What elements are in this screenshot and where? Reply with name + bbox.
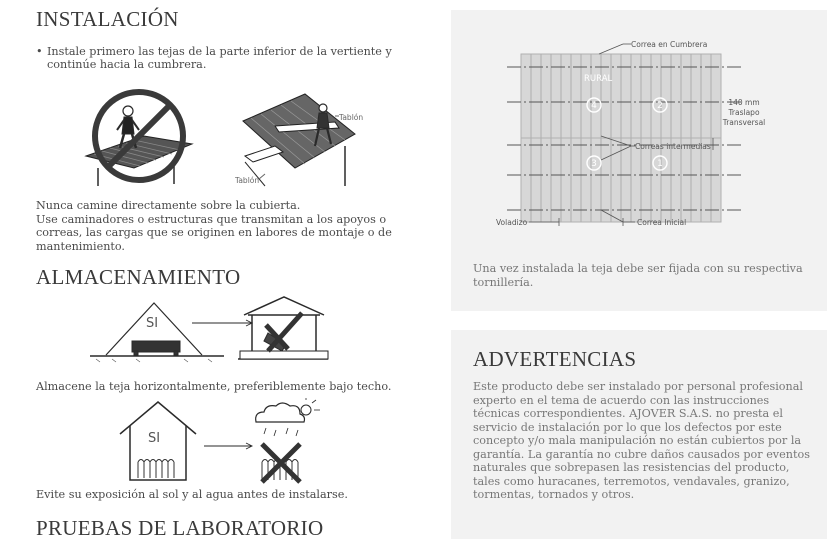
installation-note-line-1: Nunca camine directamente sobre la cubierta.: [36, 199, 301, 212]
storage-si-label-2: SI: [148, 431, 161, 446]
installation-bullet-text: Instale primero las tejas de la parte inferior de la vertiente y continúe hacia la cumbrera.: [47, 45, 392, 72]
label-brand: RURAL: [584, 74, 613, 84]
order-number-2: 2: [657, 101, 663, 111]
storage-horizontal-illustration: [88, 293, 333, 365]
overlap-line-1: 140 mm: [728, 98, 760, 107]
plank-walk-illustration: [235, 86, 370, 190]
storage-title: ALMACENAMIENTO: [36, 265, 241, 289]
order-number-4: 4: [591, 101, 597, 111]
installation-note: [36, 199, 418, 253]
overlap-line-3: Transversal: [722, 118, 766, 127]
installation-order-diagram: [451, 10, 827, 250]
installation-note-line-2: Use caminadores o estructuras que transmitan a los apoyos o correas, las cargas que se originen en labores de montaje o de mantenimiento.: [36, 212, 392, 253]
installation-bullet: [36, 45, 408, 72]
order-number-1: 1: [657, 159, 663, 169]
diagram-caption: Una vez instalada la teja debe ser fijada con su respectiva tornillería.: [473, 262, 803, 289]
overlap-line-2: Traslapo: [728, 108, 760, 117]
bullet-dot: •: [36, 45, 43, 58]
label-intermediate-purlins: Correas intermedias: [635, 142, 711, 151]
lab-tests-title: PRUEBAS DE LABORATORIO: [36, 516, 324, 540]
storage-caption-2: Evite su exposición al sol y al agua antes de instalarse.: [36, 488, 348, 501]
tablon-label-2: Tablón: [235, 176, 260, 185]
label-overhang: Voladizo: [496, 218, 528, 227]
storage-covered-illustration: [116, 398, 326, 488]
warnings-body: Este producto debe ser instalado por personal profesional experto en el tema de acuerdo con las instrucciones técnicas correspondientes. AJOVER S.A.S. no presta el servicio de instalación por lo que los defectos por este concepto y/o mala manipulación no están cubiertos por la garantía. La garantía no cubre daños causados por eventos naturales que sobrepasen las resistencias del producto, tales como huracanes, terremotos, vendavales, granizo, tormentas, tornados y otros.: [473, 380, 810, 501]
storage-caption-1: Almacene la teja horizontalmente, preferiblemente bajo techo.: [36, 380, 392, 393]
label-ridge-purlin: Correa en Cumbrera: [631, 40, 708, 49]
installation-title: INSTALACIÓN: [36, 7, 179, 31]
order-number-3: 3: [591, 159, 597, 169]
warnings-title: ADVERTENCIAS: [473, 347, 637, 371]
label-initial-purlin: Correa Inicial: [637, 218, 687, 227]
tablon-label-1: Tablón: [339, 113, 364, 122]
storage-si-label-1: SI: [146, 316, 159, 331]
no-walk-on-roof-illustration: [84, 86, 194, 190]
